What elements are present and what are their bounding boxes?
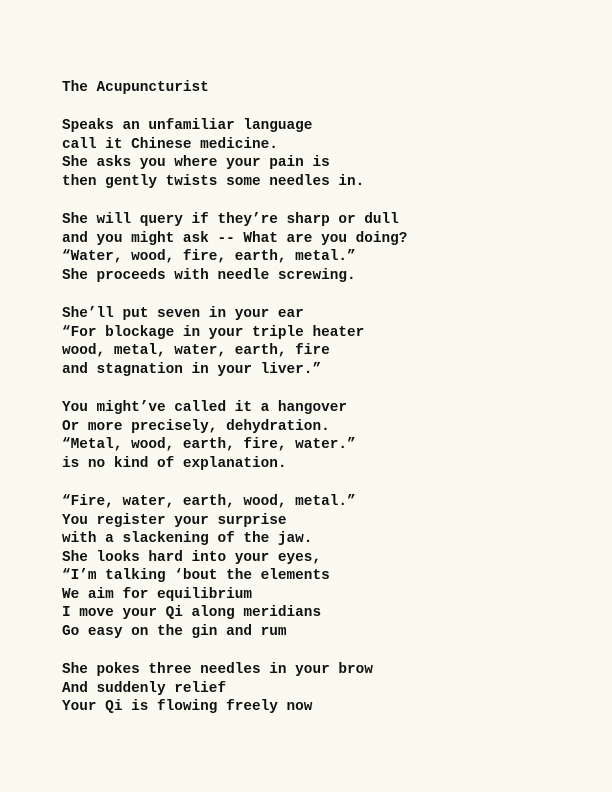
stanza-6: [62, 661, 602, 717]
poem-line: She pokes three needles in your brow: [62, 662, 373, 678]
poem-line: She’ll put seven in your ear: [62, 306, 304, 322]
stanza-3: [62, 305, 602, 379]
stanza-2: [62, 211, 602, 285]
poem-line: She looks hard into your eyes,: [62, 549, 322, 566]
poem-line: and you might ask -- What are you doing?: [62, 230, 408, 247]
poem-line: Or more precisely, dehydration.: [62, 418, 330, 435]
poem-line: She asks you where your pain is: [62, 155, 330, 171]
stanza-1: [62, 117, 602, 191]
poem-line: You might’ve called it a hangover: [62, 400, 347, 416]
poem-line: wood, metal, water, earth, fire: [62, 343, 330, 359]
poem-line: “I’m talking ‘bout the elements: [62, 568, 330, 584]
poem-title: The Acupuncturist: [62, 80, 209, 96]
poem-page: [62, 79, 602, 737]
poem-line: and stagnation in your liver.”: [62, 361, 322, 378]
poem-line: is no kind of explanation.: [62, 455, 287, 472]
poem-line: Your Qi is flowing freely now: [62, 699, 313, 715]
poem-line: I move your Qi along meridians: [62, 605, 322, 621]
poem-line: call it Chinese medicine.: [62, 136, 278, 153]
poem-line: “Water, wood, fire, earth, metal.”: [62, 249, 356, 265]
stanza-5: [62, 493, 602, 641]
poem-line: with a slackening of the jaw.: [62, 531, 313, 547]
poem-line: And suddenly relief: [62, 680, 227, 697]
poem-line: You register your surprise: [62, 512, 287, 529]
stanza-4: [62, 399, 602, 473]
poem-line: We aim for equilibrium: [62, 586, 252, 603]
poem-line: “Fire, water, earth, wood, metal.”: [62, 494, 356, 510]
poem-line: then gently twists some needles in.: [62, 173, 365, 190]
poem-line: Go easy on the gin and rum: [62, 623, 287, 640]
poem-line: Speaks an unfamiliar language: [62, 118, 313, 134]
poem-line: She proceeds with needle screwing.: [62, 267, 356, 284]
poem-line: “Metal, wood, earth, fire, water.”: [62, 437, 356, 453]
poem-line: “For blockage in your triple heater: [62, 324, 365, 341]
poem-line: She will query if they’re sharp or dull: [62, 212, 399, 228]
